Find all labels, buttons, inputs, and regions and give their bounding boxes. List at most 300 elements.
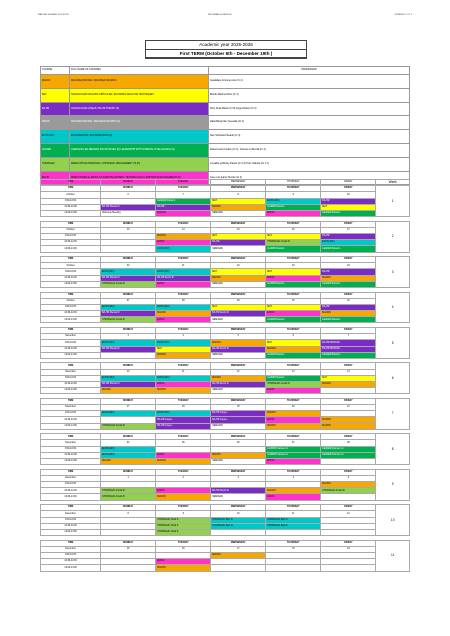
class-cell: ECON (MV): [156, 304, 211, 310]
date-cell: 12: [211, 369, 266, 375]
week-number: 1: [376, 186, 410, 217]
class-cell: MAT: [266, 340, 321, 346]
class-cell: MACRO: [321, 311, 376, 317]
day-label: TUESDAY: [156, 257, 211, 263]
course-professor: Juncalita (a Bolsoy rifaorte (Cr 2-4) Tiral J Aldrara (Cr 1 4): [209, 157, 410, 171]
class-cell: LEADER Daniel L: [321, 317, 376, 323]
time-label: TIME: [41, 540, 101, 546]
day-label: FRIDAY: [321, 363, 376, 369]
class-cell: ENVIO: [266, 494, 321, 500]
class-cell: BA-HR: [321, 304, 376, 310]
date-cell: 10: [321, 192, 376, 198]
day-label: TUESDAY: [156, 540, 211, 546]
month-label: November: [41, 405, 101, 411]
date-cell: 16: [266, 227, 321, 233]
time-slot: 8:30-10:00: [41, 198, 101, 204]
class-cell: LEADER Daniel L: [321, 210, 376, 216]
class-cell: STRATEGIC Bert III: [266, 523, 321, 529]
class-cell: MACRO: [321, 381, 376, 387]
week-number: 5: [376, 327, 410, 358]
class-cell: LEADER Daniel L: [156, 198, 211, 204]
class-cell: BA-HR Derric III: [156, 275, 211, 281]
day-label: THURSDAY: [266, 257, 321, 263]
course-code: ENVIO: [41, 171, 70, 185]
class-cell: LEADER Daniel L: [321, 352, 376, 358]
class-cell: ECON (MV): [321, 240, 376, 246]
week-number: 2: [376, 221, 410, 252]
day-label: FRIDAY: [321, 257, 376, 263]
day-label: WEDNESDAY: [211, 505, 266, 511]
time-slot: 10:30-12:00: [41, 204, 101, 210]
class-cell: MACRO: [101, 459, 156, 465]
day-label: MONDAY: [101, 434, 156, 440]
class-cell: MACRO: [321, 423, 376, 429]
class-cell: SEMINAR: [211, 423, 266, 429]
date-cell: 19: [321, 546, 376, 552]
day-label: WEDNESDAY: [211, 221, 266, 227]
time-label: TIME: [41, 292, 101, 298]
date-cell: 5: [321, 475, 376, 481]
time-label: TIME: [41, 327, 101, 333]
class-cell: BA-HR: [321, 234, 376, 240]
course-name: DIRECCIONES EL ENVIO A A INVESTIGACIONES / TECHNOLOGICAL INNOVATION MANAGEMENT (H): [70, 171, 209, 185]
class-cell: BA-HR Derric III: [211, 311, 266, 317]
class-cell: BA-HR MASTER: [321, 346, 376, 352]
day-label: TUESDAY: [156, 327, 211, 333]
date-cell: 13: [266, 369, 321, 375]
class-cell: BA-HR Mercia III: [101, 204, 156, 210]
class-cell: BA-HR Mercia III: [101, 346, 156, 352]
day-label: TUESDAY: [156, 292, 211, 298]
date-cell: 28: [156, 298, 211, 304]
week-number: 6: [376, 363, 410, 394]
time-slot: 8:30-10:00: [41, 340, 101, 346]
class-cell: STRATEGIC Arnold R: [266, 240, 321, 246]
class-cell: STRATEGIC Arnold R: [101, 488, 156, 494]
course-row: [41, 143, 410, 157]
time-slot: 12:00-14:00: [41, 423, 101, 429]
date-cell: 8: [101, 511, 156, 517]
courses-header-row: [41, 67, 410, 75]
time-label: TIME: [41, 469, 101, 475]
class-cell: ALUMNI Daniel L: [266, 375, 321, 381]
class-cell: MACRO: [266, 411, 321, 417]
day-label: THURSDAY: [266, 327, 321, 333]
date-cell: 18: [156, 405, 211, 411]
time-slot: 8:30-10:00: [41, 517, 101, 523]
month-label: October: [41, 227, 101, 233]
class-cell: LEADER Frances co: [321, 446, 376, 452]
course-name: ECONOMETRÍA / ECONOMETRICS (3): [70, 130, 209, 144]
day-label: TUESDAY: [156, 505, 211, 511]
class-cell: ECON (MV): [156, 246, 211, 252]
class-cell: BA-HR Derric III: [211, 346, 266, 352]
course-header: COURSE: [41, 67, 70, 75]
day-label: MONDAY: [101, 257, 156, 263]
date-cell: 9: [266, 192, 321, 198]
course-professor: Jose et al Juarez Hernán (Cr 4): [209, 171, 410, 185]
time-slot: 10:30-12:00: [41, 240, 101, 246]
day-label: WEDNESDAY: [211, 434, 266, 440]
class-cell: ECON (MV): [156, 269, 211, 275]
day-label: MONDAY: [101, 363, 156, 369]
course-name: LIDERAZGO EN MEDIANA SOCIOCIOVIEL (H) LEADERSHIP WITH INTERNAL INTELLIGENCE (H): [70, 143, 209, 157]
class-cell: ALUMNI Frances co: [266, 446, 321, 452]
class-cell: SEMINAR: [211, 317, 266, 323]
month-label: December: [41, 546, 101, 552]
course-professor: Idalia Marta Olev Guevada (Cr 4): [209, 116, 410, 130]
course-name: MACROECONOMIA / MACROECONOMICS: [70, 75, 209, 89]
date-cell: 16: [156, 546, 211, 552]
class-cell: MAT: [266, 269, 321, 275]
course-row: [41, 75, 410, 89]
time-slot: 12:00-14:00: [41, 388, 101, 394]
date-cell: 27: [101, 298, 156, 304]
academic-year-title: Academic year 2025-2026: [146, 41, 306, 50]
class-cell: [101, 565, 156, 571]
time-label: TIME: [41, 398, 101, 404]
month-label: November: [41, 440, 101, 446]
header-center: PROGRAM SCHEDULE: [208, 14, 232, 16]
date-cell: 7: [156, 192, 211, 198]
class-cell: ECON (MV): [266, 198, 321, 204]
class-cell: [266, 565, 321, 571]
date-cell: 3: [211, 475, 266, 481]
class-cell: Welcome Meeting: [101, 210, 156, 216]
time-slot: 8:30-10:00: [41, 304, 101, 310]
class-cell: BA-HR Derric III: [211, 381, 266, 387]
class-cell: ENVIO: [156, 559, 211, 565]
date-cell: 17: [211, 546, 266, 552]
day-label: WEDNESDAY: [211, 257, 266, 263]
calendar-table: [40, 179, 410, 572]
class-cell: ENVIO: [266, 210, 321, 216]
class-cell: [211, 565, 266, 571]
day-label: MONDAY: [101, 221, 156, 227]
course-name: DIRECCIÓN ESTRATÉGICA / STRATEGIC MANAGEMENT (H) (H): [70, 157, 209, 171]
date-cell: 20: [101, 263, 156, 269]
class-cell: MACRO: [266, 488, 321, 494]
course-code: MAT: [41, 88, 70, 102]
class-cell: MAT: [211, 304, 266, 310]
class-cell: ENVIO: [156, 488, 211, 494]
day-header: MONDAY: [101, 180, 156, 186]
day-label: WEDNESDAY: [211, 292, 266, 298]
week-header: Week: [376, 180, 410, 186]
day-header: THURSDAY: [266, 180, 321, 186]
class-cell: ECON (MV): [156, 375, 211, 381]
class-cell: MAT: [211, 234, 266, 240]
time-slot: 8:30-10:00: [41, 552, 101, 558]
full-name-header: FULL NAME OF COURSES: [70, 67, 209, 75]
date-cell: 4: [266, 475, 321, 481]
course-code: BA-HR: [41, 102, 70, 116]
time-slot: 12:00-14:00: [41, 317, 101, 323]
class-cell: ALUMNI Daniel L: [266, 204, 321, 210]
date-cell: 21: [156, 263, 211, 269]
class-cell: ECON (MV): [101, 304, 156, 310]
time-slot: 8:30-10:00: [41, 411, 101, 417]
time-slot: 12:00-14:00: [41, 352, 101, 358]
class-cell: SEMINAR: [211, 210, 266, 216]
class-cell: STRATEGIC Chell S: [156, 523, 211, 529]
class-cell: ENVIO: [156, 240, 211, 246]
class-cell: STRATEGIC Arnold R: [101, 317, 156, 323]
month-label: November: [41, 369, 101, 375]
class-cell: BA-HR Jorge L: [211, 417, 266, 423]
class-cell: MACRO: [211, 340, 266, 346]
time-slot: 12:00-14:00: [41, 281, 101, 287]
time-label: TIME: [41, 434, 101, 440]
class-cell: STRATEGIC Arnold R: [266, 381, 321, 387]
date-cell: 15: [211, 227, 266, 233]
date-cell: 22: [211, 263, 266, 269]
time-header: TIME: [41, 180, 101, 186]
date-cell: 6: [101, 192, 156, 198]
day-label: WEDNESDAY: [211, 363, 266, 369]
class-cell: BA-HR: [156, 204, 211, 210]
class-cell: STRATEGIC Bert III: [211, 517, 266, 523]
course-row: [41, 157, 410, 171]
date-cell: 26: [211, 440, 266, 446]
course-row: [41, 130, 410, 144]
day-label: WEDNESDAY: [211, 540, 266, 546]
class-cell: STRATEGIC Chell S: [156, 517, 211, 523]
time-slot: 10:30-12:00: [41, 559, 101, 565]
date-cell: 21: [321, 405, 376, 411]
class-cell: ALUMNI Daniel L: [266, 281, 321, 287]
date-cell: 23: [266, 263, 321, 269]
day-label: FRIDAY: [321, 505, 376, 511]
class-cell: ENVIO: [156, 381, 211, 387]
class-cell: MACRO: [156, 388, 211, 394]
class-cell: MACRO: [211, 204, 266, 210]
time-slot: 8:30-10:00: [41, 446, 101, 452]
date-cell: 7: [321, 334, 376, 340]
class-cell: ECON (MV): [101, 446, 156, 452]
class-cell: BA-HR: [211, 240, 266, 246]
day-label: TUESDAY: [156, 469, 211, 475]
day-label: THURSDAY: [266, 398, 321, 404]
day-label: MONDAY: [101, 186, 156, 192]
date-cell: 8: [211, 192, 266, 198]
time-slot: 12:00-14:00: [41, 246, 101, 252]
class-cell: BA-HR MASTER: [321, 340, 376, 346]
class-cell: ENVIO: [156, 317, 211, 323]
class-cell: BA-HR Jorge L: [156, 423, 211, 429]
date-cell: 17: [101, 405, 156, 411]
class-cell: [321, 565, 376, 571]
class-cell: ALUMNI Daniel L: [266, 317, 321, 323]
class-cell: BA-HR: [321, 269, 376, 275]
time-slot: 10:30-12:00: [41, 452, 101, 458]
course-name: MACROECONOMIA / MACROECONOMICS (3): [70, 116, 209, 130]
day-label: WEDNESDAY: [211, 327, 266, 333]
class-cell: MACRO: [211, 375, 266, 381]
class-cell: BA-HR Jorge L: [156, 417, 211, 423]
course-name: TECNOLOGÍAS LÍNEAS / BA-HR THEORY (8): [70, 102, 209, 116]
class-cell: BA-HR: [321, 198, 376, 204]
month-label: October: [41, 298, 101, 304]
day-label: FRIDAY: [321, 434, 376, 440]
class-cell: MACRO: [156, 459, 211, 465]
date-cell: 13: [101, 227, 156, 233]
class-cell: STRATEGIC Arnold R: [101, 423, 156, 429]
class-cell: MACRO: [211, 552, 266, 558]
date-cell: 17: [321, 227, 376, 233]
day-label: WEDNESDAY: [211, 469, 266, 475]
date-cell: 14: [321, 369, 376, 375]
time-slot: 10:30-12:00: [41, 275, 101, 281]
class-cell: ALUMNI Daniel L: [266, 246, 321, 252]
class-cell: SEMINAR: [211, 352, 266, 358]
date-cell: 19: [211, 405, 266, 411]
class-cell: ECON (MV): [101, 269, 156, 275]
class-cell: SEMINAR: [211, 281, 266, 287]
header-left: MASTER DEGREE 2025 EXTE: [38, 14, 69, 16]
term-title: First TERM (October 6th - December 19th ): [146, 50, 306, 59]
class-cell: ECON (MV): [101, 452, 156, 458]
course-code: STRATEGIC: [41, 157, 70, 171]
date-cell: 12: [321, 511, 376, 517]
class-cell: BA-HR Mercia III: [101, 311, 156, 317]
day-label: THURSDAY: [266, 363, 321, 369]
course-professor: Brando Martinez Rico (Cr 4): [209, 88, 410, 102]
class-cell: ALUMNI Daniel L: [266, 352, 321, 358]
day-label: FRIDAY: [321, 221, 376, 227]
class-cell: MAT: [156, 346, 211, 352]
course-name: TECNOLOGÍAS ANÁLISIS CRÍTICA DE / ECONOMIC ANALYSIS TECHNIQUES: [70, 88, 209, 102]
class-cell: STRATEGIC Arnold R: [101, 494, 156, 500]
day-label: THURSDAY: [266, 540, 321, 546]
month-label: October: [41, 192, 101, 198]
class-cell: STRATEGIC Arnold R: [101, 281, 156, 287]
class-cell: STRATEGIC Bert III: [211, 523, 266, 529]
class-cell: ENVIO: [266, 275, 321, 281]
day-label: FRIDAY: [321, 398, 376, 404]
day-label: TUESDAY: [156, 398, 211, 404]
class-cell: SEMINAR: [211, 388, 266, 394]
course-code: ECON (MV): [41, 130, 70, 144]
day-label: WEDNESDAY: [211, 186, 266, 192]
class-cell: MAT: [211, 269, 266, 275]
class-cell: MACRO: [321, 275, 376, 281]
day-label: TUESDAY: [156, 221, 211, 227]
day-label: FRIDAY: [321, 327, 376, 333]
class-cell: ENVIO: [156, 452, 211, 458]
class-cell: MAT: [321, 375, 376, 381]
day-label: MONDAY: [101, 469, 156, 475]
class-cell: MAT: [211, 198, 266, 204]
date-cell: 27: [266, 440, 321, 446]
day-label: TUESDAY: [156, 434, 211, 440]
date-cell: 5: [211, 334, 266, 340]
date-cell: 28: [321, 440, 376, 446]
date-cell: 24: [101, 440, 156, 446]
course-row: [41, 88, 410, 102]
class-cell: MAT: [266, 234, 321, 240]
time-slot: 8:30-10:00: [41, 375, 101, 381]
class-cell: MAT: [321, 204, 376, 210]
class-cell: ENVIO: [156, 281, 211, 287]
class-cell: MACRO: [156, 565, 211, 571]
class-cell: MAT: [266, 304, 321, 310]
week-number: 4: [376, 292, 410, 323]
class-cell: MACRO: [211, 452, 266, 458]
time-slot: 10:30-12:00: [41, 311, 101, 317]
class-cell: BA-HR Mercia III: [101, 275, 156, 281]
month-label: December: [41, 511, 101, 517]
date-cell: 1: [101, 475, 156, 481]
class-cell: STRATEGIC Arnold R: [321, 488, 376, 494]
time-slot: 10:30-12:00: [41, 417, 101, 423]
term-title-box: [145, 40, 307, 59]
day-label: MONDAY: [101, 327, 156, 333]
time-slot: 10:30-12:00: [41, 523, 101, 529]
time-label: TIME: [41, 257, 101, 263]
header-right: UPDATED Y UT 3: [394, 14, 412, 16]
date-cell: 18: [266, 546, 321, 552]
time-slot: 12:00-14:00: [41, 210, 101, 216]
class-cell: STRATEGIC Chell S: [156, 529, 211, 535]
class-cell: ENVIO: [266, 459, 321, 465]
class-cell: STRATEGIC Bert III: [266, 517, 321, 523]
day-label: TUESDAY: [156, 186, 211, 192]
week-number: 7: [376, 398, 410, 429]
date-cell: 15: [101, 546, 156, 552]
class-cell: LEADER Daniel L: [321, 246, 376, 252]
day-label: FRIDAY: [321, 469, 376, 475]
course-code: MACRO: [41, 75, 70, 89]
class-cell: MACRO: [156, 494, 211, 500]
day-header: WEDNESDAY: [211, 180, 266, 186]
date-cell: 6: [266, 334, 321, 340]
class-cell: MACRO: [266, 346, 321, 352]
month-label: November: [41, 334, 101, 340]
course-code: LEADER: [41, 143, 70, 157]
class-cell: ALUMNI Frances co: [266, 452, 321, 458]
course-code: MICRO: [41, 116, 70, 130]
date-cell: 9: [156, 511, 211, 517]
time-slot: 12:00-14:00: [41, 494, 101, 500]
time-label: TIME: [41, 505, 101, 511]
course-professor: Pons Ichak Mellon (Cr 8) Jorge Alimker (Cr 4): [209, 102, 410, 116]
time-label: TIME: [41, 221, 101, 227]
time-slot-row: [41, 565, 410, 571]
day-header: FRIDAY: [321, 180, 376, 186]
class-cell: BA-HR Mercia III: [101, 381, 156, 387]
class-cell: SEMINAR: [211, 459, 266, 465]
day-label: TUESDAY: [156, 363, 211, 369]
week-number: 9: [376, 469, 410, 500]
date-cell: 20: [266, 405, 321, 411]
course-professor: Sam Schriwsa Pineado (Cr 4): [209, 130, 410, 144]
time-slot: 12:00-14:00: [41, 565, 101, 571]
class-cell: ECON (MV): [156, 411, 211, 417]
class-cell: ENVIO: [266, 388, 321, 394]
day-label: MONDAY: [101, 540, 156, 546]
day-label: FRIDAY: [321, 540, 376, 546]
class-cell: MACRO: [266, 423, 321, 429]
day-label: THURSDAY: [266, 186, 321, 192]
month-label: December: [41, 475, 101, 481]
class-cell: ECON (MV): [101, 375, 156, 381]
course-row: [41, 116, 410, 130]
course-professor: Guadalupe Corrente pore (Cr 4): [209, 75, 410, 89]
day-label: FRIDAY: [321, 186, 376, 192]
class-cell: LEADER Frances co: [321, 452, 376, 458]
class-cell: MACRO: [156, 311, 211, 317]
